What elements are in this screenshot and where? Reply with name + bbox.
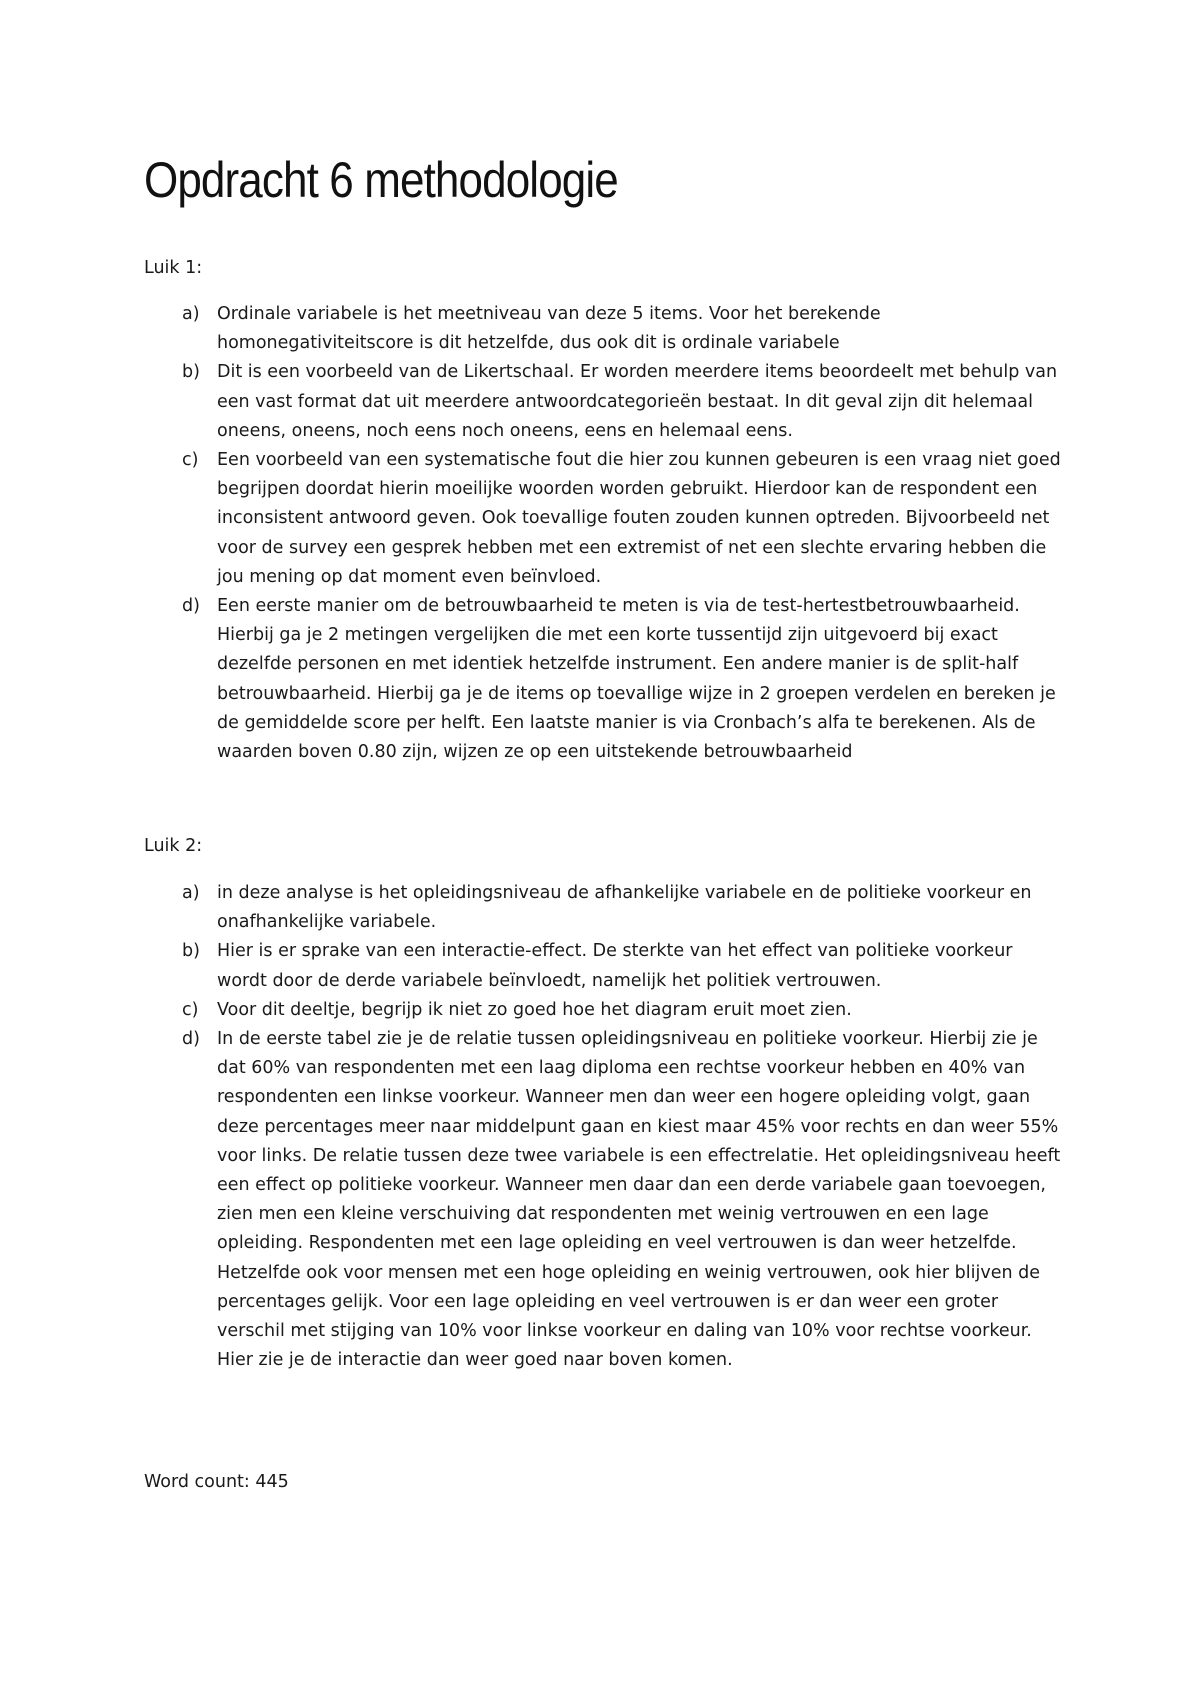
list-item [0, 1025, 1067, 1375]
list-item-marker: c) [182, 999, 199, 1020]
list-item-marker: c) [182, 450, 199, 471]
list-item-text: in deze analyse is het opleidingsniveau de afhankelijke variabele en de politieke voorkeur en onafhankelijke variabele. [217, 883, 1032, 933]
document-title: Opdracht 6 methodologie [144, 152, 618, 208]
list-item-text: Een voorbeeld van een systematische fout die hier zou kunnen gebeuren is een vraag niet goed begrijpen doordat hierin moeilijke woorden worden gebruikt. Hierdoor kan de respondent een inconsistent antwoord geven. Ook toevallige fouten zouden kunnen optreden. Bijvoorbeeld net voor de survey een gesprek hebben met een extremist of net een slechte ervaring hebben die jou mening op dat moment even beïnvloed. [217, 450, 1061, 587]
section-list-luik-1 [0, 300, 1200, 767]
word-count: Word count: 445 [144, 1472, 289, 1492]
list-item-text: Een eerste manier om de betrouwbaarheid te meten is via de test-hertestbetrouwbaarheid. Hierbij ga je 2 metingen vergelijken die met een korte tussentijd zijn uitgevoerd bij exact dezelfde personen en met identiek hetzelfde instrument. Een andere manier is de split-half betrouwbaarheid. Hierbij ga je de items op toevallige wijze in 2 groepen verdelen en bereken je de gemiddelde score per helft. Een laatste manier is via Cronbach’s alfa te berekenen. Als de waarden boven 0.80 zijn, wijzen ze op een uitstekende betrouwbaarheid [217, 596, 1056, 763]
list-item [0, 592, 1067, 767]
list-item-marker: d) [182, 1029, 200, 1050]
list-item [0, 879, 1067, 937]
list-item-text: In de eerste tabel zie je de relatie tussen opleidingsniveau en politieke voorkeur. Hierbij zie je dat 60% van respondenten met een laag diploma een rechtse voorkeur hebben en 40% van respondenten een linkse voorkeur. Wanneer men dan weer een hogere opleiding volgt, gaan deze percentages meer naar middelpunt gaan en kiest maar 45% voor rechts en dan weer 55% voor links. De relatie tussen deze twee variabele is een effectrelatie. Het opleidingsniveau heeft een effect op politieke voorkeur. Wanneer men daar dan een derde variabele gaan toevoegen, zien men een kleine verschuiving dat respondenten met weinig vertrouwen en een lage opleiding. Respondenten met een lage opleiding en veel vertrouwen is dan weer hetzelfde. Hetzelfde ook voor mensen met een hoge opleiding en weinig vertrouwen, ook hier blijven de percentages gelijk. Voor een lage opleiding en veel vertrouwen is er dan weer een groter verschil met stijging van 10% voor linkse voorkeur en daling van 10% voor rechtse voorkeur. Hier zie je de interactie dan weer goed naar boven komen. [217, 1029, 1061, 1371]
list-item [0, 358, 1067, 446]
section-list-luik-2 [0, 879, 1200, 1375]
section-label-luik-1: Luik 1: [144, 258, 203, 278]
list-item [0, 937, 1067, 995]
list-item-text: Dit is een voorbeeld van de Likertschaal. Er worden meerdere items beoordeelt met behulp van een vast format dat uit meerdere antwoordcategorieën bestaat. In dit geval zijn dit helemaal oneens, oneens, noch eens noch oneens, eens en helemaal eens. [217, 362, 1058, 441]
list-item-marker: a) [182, 883, 200, 903]
list-item-marker: b) [182, 362, 200, 383]
list-item-marker: b) [182, 941, 200, 962]
list-item-marker: a) [182, 304, 200, 324]
list-item [0, 446, 1067, 592]
list-item-text: Voor dit deeltje, begrijp ik niet zo goed hoe het diagram eruit moet zien. [217, 999, 852, 1020]
list-item-marker: d) [182, 596, 200, 617]
list-item-text: Ordinale variabele is het meetniveau van deze 5 items. Voor het berekende homonegativiteitscore is dit hetzelfde, dus ook dit is ordinale variabele [217, 304, 881, 354]
list-item-text: Hier is er sprake van een interactie-effect. De sterkte van het effect van politieke voorkeur wordt door de derde variabele beïnvloedt, namelijk het politiek vertrouwen. [217, 941, 1013, 991]
list-item [0, 300, 1067, 358]
section-label-luik-2: Luik 2: [144, 836, 203, 856]
list-item [0, 996, 1067, 1025]
